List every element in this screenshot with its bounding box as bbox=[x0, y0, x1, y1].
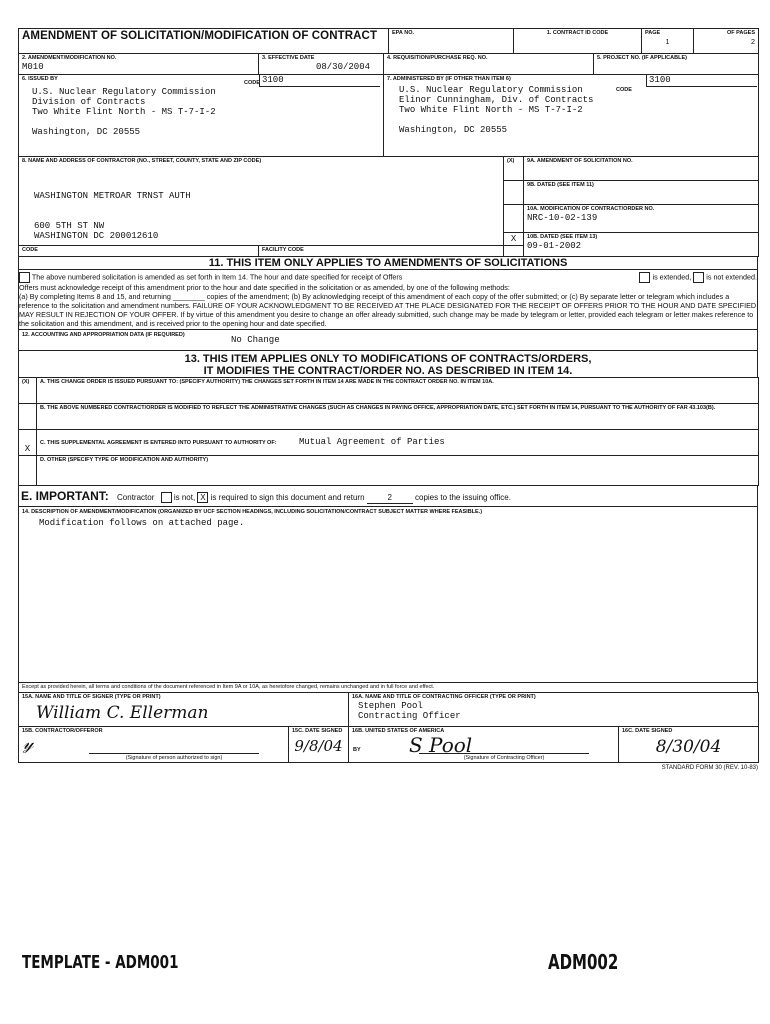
project-no-label: 5. PROJECT NO. (IF APPLICABLE) bbox=[597, 55, 687, 61]
adm-stamp: ADM002 bbox=[548, 950, 619, 974]
important-label: E. IMPORTANT: bbox=[21, 489, 109, 503]
not-extended-label: is not extended. bbox=[706, 272, 757, 282]
contractor-sig-label: 15B. CONTRACTOR/OFFEROR bbox=[22, 728, 103, 734]
standard-form: STANDARD FORM 30 (REV. 10-83) bbox=[661, 765, 758, 771]
is-not-label: is not, bbox=[173, 493, 196, 502]
item13-b: B. THE ABOVE NUMBERED CONTRACT/ORDER IS MODIFIED TO REFLECT THE ADMINISTRATIVE CHANGES (SUCH AS CHANGES IN PAYING OFFICE, APPROPRIATION DATE, ETC.) SET FORTH IN ITEM 14, PURSUANT TO THE AUTHORITY OF FAR 43.103(B). bbox=[37, 404, 759, 430]
requisition-label: 4. REQUISITION/PURCHASE REQ. NO. bbox=[387, 55, 488, 61]
of-pages-label: OF PAGES bbox=[726, 30, 755, 36]
item13-a: A. THIS CHANGE ORDER IS ISSUED PURSUANT TO: (SPECIFY AUTHORITY) THE CHANGES SET FORTH IN ITEM 14 ARE MADE IN THE CONTRACT ORDER NO. IN ITEM 10A. bbox=[37, 378, 759, 404]
contract-id-label: 1. CONTRACT ID CODE bbox=[546, 30, 609, 36]
effective-date-value: 08/30/2004 bbox=[315, 62, 370, 72]
contractor-date: 9/8/04 bbox=[294, 737, 343, 755]
contractor-name: WASHINGTON METROAR TRNST AUTH bbox=[34, 191, 191, 201]
dated-9b-label: 9B. DATED (SEE ITEM 11) bbox=[527, 182, 594, 188]
co-name-label: 16A. NAME AND TITLE OF CONTRACTING OFFICER (TYPE OR PRINT) bbox=[352, 694, 536, 700]
administered-by-address: U.S. Nuclear Regulatory Commission Elinor Cunningham, Div. of Contracts Two White Flint North - MS T-7-I-2 Washington, DC 20555 bbox=[399, 85, 594, 135]
page-value: 1 bbox=[665, 37, 670, 46]
item13-d: D. OTHER (SPECIFY TYPE OF MODIFICATION AND AUTHORITY) bbox=[37, 456, 759, 486]
admin-code-value: 3100 bbox=[646, 75, 757, 87]
item11-section bbox=[18, 257, 758, 330]
co-date: 8/30/04 bbox=[655, 737, 722, 757]
signer-name-label: 15A. NAME AND TITLE OF SIGNER (TYPE OR PRINT) bbox=[22, 694, 161, 700]
dated-10b-label: 10B. DATED (SEE ITEM 13) bbox=[527, 234, 598, 240]
contractor-label: 8. NAME AND ADDRESS OF CONTRACTOR (NO., STREET, COUNTY, STATE AND ZIP CODE) bbox=[22, 158, 262, 164]
is-not-checkbox[interactable] bbox=[161, 492, 172, 503]
co-name: Stephen Pool bbox=[358, 701, 423, 711]
item11-p2: Offers must acknowledge receipt of this amendment prior to the hour and date specified in the solicitation or as amended, by one of the following methods: bbox=[19, 283, 510, 292]
form-title: AMENDMENT OF SOLICITATION/MODIFICATION OF CONTRACT bbox=[19, 29, 389, 54]
item13-heading1: 13. THIS ITEM APPLIES ONLY TO MODIFICATIONS OF CONTRACTS/ORDERS, bbox=[184, 353, 592, 365]
issued-code-label: CODE bbox=[244, 80, 260, 86]
code-label: CODE bbox=[22, 247, 38, 253]
row-2-5 bbox=[18, 53, 759, 75]
facility-code-label: FACILITY CODE bbox=[262, 247, 304, 253]
contractor-signature-mark: 𝓎 bbox=[23, 733, 34, 754]
contractor-sig-sub: (Signature of person authorized to sign) bbox=[89, 753, 259, 762]
by-label: BY bbox=[353, 747, 361, 753]
item-e-section bbox=[18, 486, 758, 507]
page-label: PAGE bbox=[645, 30, 661, 36]
item13-c-mark: X bbox=[19, 430, 37, 456]
modification-no-value: NRC-10-02-139 bbox=[527, 213, 598, 223]
item14-section bbox=[18, 507, 758, 682]
co-title: Contracting Officer bbox=[358, 711, 461, 721]
amendment-no-label: 2. AMENDMENT/MODIFICATION NO. bbox=[22, 55, 117, 61]
item12-label: 12. ACCOUNTING AND APPROPRIATION DATA (IF REQUIRED) bbox=[22, 332, 185, 338]
admin-code-label: CODE bbox=[616, 87, 632, 93]
row-6-7 bbox=[18, 74, 759, 157]
x-col-label: (X) bbox=[507, 158, 515, 164]
extended-label: is extended, bbox=[652, 272, 692, 282]
contractor-addr2: WASHINGTON DC 200012610 bbox=[34, 231, 159, 241]
administered-by-label: 7. ADMINISTERED BY (IF OTHER THAN ITEM 6) bbox=[387, 76, 511, 82]
item14-value: Modification follows on attached page. bbox=[39, 518, 245, 528]
issued-code-value: 3100 bbox=[259, 75, 380, 87]
is-required-label: is required to sign this document and return bbox=[210, 493, 365, 502]
item14-label: 14. DESCRIPTION OF AMENDMENT/MODIFICATION (ORGANIZED BY UCF SECTION HEADINGS, INCLUDING SOLICITATION/CONTRACT SUBJECT MATTER WHERE FEASIBLE.) bbox=[22, 509, 483, 515]
item13-c: C. THIS SUPPLEMENTAL AGREEMENT IS ENTERED INTO PURSUANT TO AUTHORITY OF: bbox=[40, 440, 277, 446]
effective-date-label: 3. EFFECTIVE DATE bbox=[262, 55, 315, 61]
copies-count: 2 bbox=[367, 493, 413, 504]
item13-c-value: Mutual Agreement of Parties bbox=[298, 437, 445, 447]
header-table bbox=[18, 28, 759, 54]
of-pages-value: 2 bbox=[751, 37, 755, 46]
row-8-10 bbox=[18, 156, 759, 257]
is-required-checkbox[interactable]: X bbox=[197, 492, 208, 503]
copies-tail: copies to the issuing office. bbox=[415, 493, 511, 502]
contractor-word: Contractor bbox=[117, 493, 155, 502]
usa-label: 16B. UNITED STATES OF AMERICA bbox=[352, 728, 445, 734]
sf30-form bbox=[18, 28, 758, 772]
item11-p3: (a) By completing Items 8 and 15, and returning ________ copies of the amendment; (b) By acknowledging receipt of this amendment of each copy of the offer submitted; or (c) By separate letter or telegram which includes a reference to the solicitation and amendment numbers. FAILURE OF YOUR ACKNOWLEDGMENT TO BE RECEIVED AT THE PLACE DESIGNATED FOR THE RECEIPT OF OFFERS PRIOR TO THE HOUR AND DATE SPECIFIED MAY RESULT IN REJECTION OF YOUR OFFER. If by virtue of this amendment you desire to change an offer already submitted, such change may be made by telegram or letter, provided each telegram or letter makes reference to the solicitation and this amendment, and is received prior to the opening hour and date specified. bbox=[19, 292, 757, 328]
footer-note: Except as provided herein, all terms and conditions of the document referenced in Item 9A or 10A, as heretofore changed, remains unchanged and in full force and effect. bbox=[18, 682, 758, 692]
epa-label: EPA NO. bbox=[392, 30, 415, 36]
contractor-addr1: 600 5TH ST NW bbox=[34, 221, 105, 231]
item13-heading2: IT MODIFIES THE CONTRACT/ORDER NO. AS DESCRIBED IN ITEM 14. bbox=[203, 365, 573, 377]
item13-section bbox=[18, 351, 758, 378]
co-date-label: 16C. DATE SIGNED bbox=[622, 728, 673, 734]
amendment-no-value: M010 bbox=[22, 62, 44, 72]
extended-checkbox[interactable] bbox=[639, 272, 650, 283]
contractor-date-label: 15C. DATE SIGNED bbox=[292, 728, 343, 734]
amendment-sol-label: 9A. AMENDMENT OF SOLICITATION NO. bbox=[527, 158, 633, 164]
modification-no-label: 10A. MODIFICATION OF CONTRACT/ORDER NO. bbox=[527, 206, 655, 212]
item11-body bbox=[19, 270, 757, 329]
item13-x-label: (X) bbox=[19, 378, 37, 404]
issued-by-address: U.S. Nuclear Regulatory Commission Division of Contracts Two White Flint North - MS T-7-I-2 Washington, DC 20555 bbox=[32, 87, 216, 137]
item12-value: No Change bbox=[231, 335, 280, 345]
not-extended-checkbox[interactable] bbox=[693, 272, 704, 283]
template-stamp: TEMPLATE - ADM001 bbox=[22, 952, 179, 973]
issued-by-label: 6. ISSUED BY bbox=[22, 76, 58, 82]
item11-p1: The above numbered solicitation is amended as set forth in Item 14. The hour and date specified for receipt of Offers bbox=[31, 272, 403, 282]
item11-heading: 11. THIS ITEM ONLY APPLIES TO AMENDMENTS OF SOLICITATIONS bbox=[19, 257, 757, 270]
x-mark-10: X bbox=[504, 233, 524, 246]
co-signature-mark: S Pool bbox=[409, 733, 473, 757]
co-sig-sub: (Signature of Contracting Officer) bbox=[419, 753, 589, 762]
dated-10b-value: 09-01-2002 bbox=[527, 241, 582, 251]
item11-checkbox[interactable] bbox=[19, 272, 30, 283]
signature-table bbox=[18, 692, 759, 763]
item12-section bbox=[18, 330, 758, 351]
signer-name: William C. Ellerman bbox=[36, 703, 209, 723]
item13-table bbox=[18, 377, 759, 486]
